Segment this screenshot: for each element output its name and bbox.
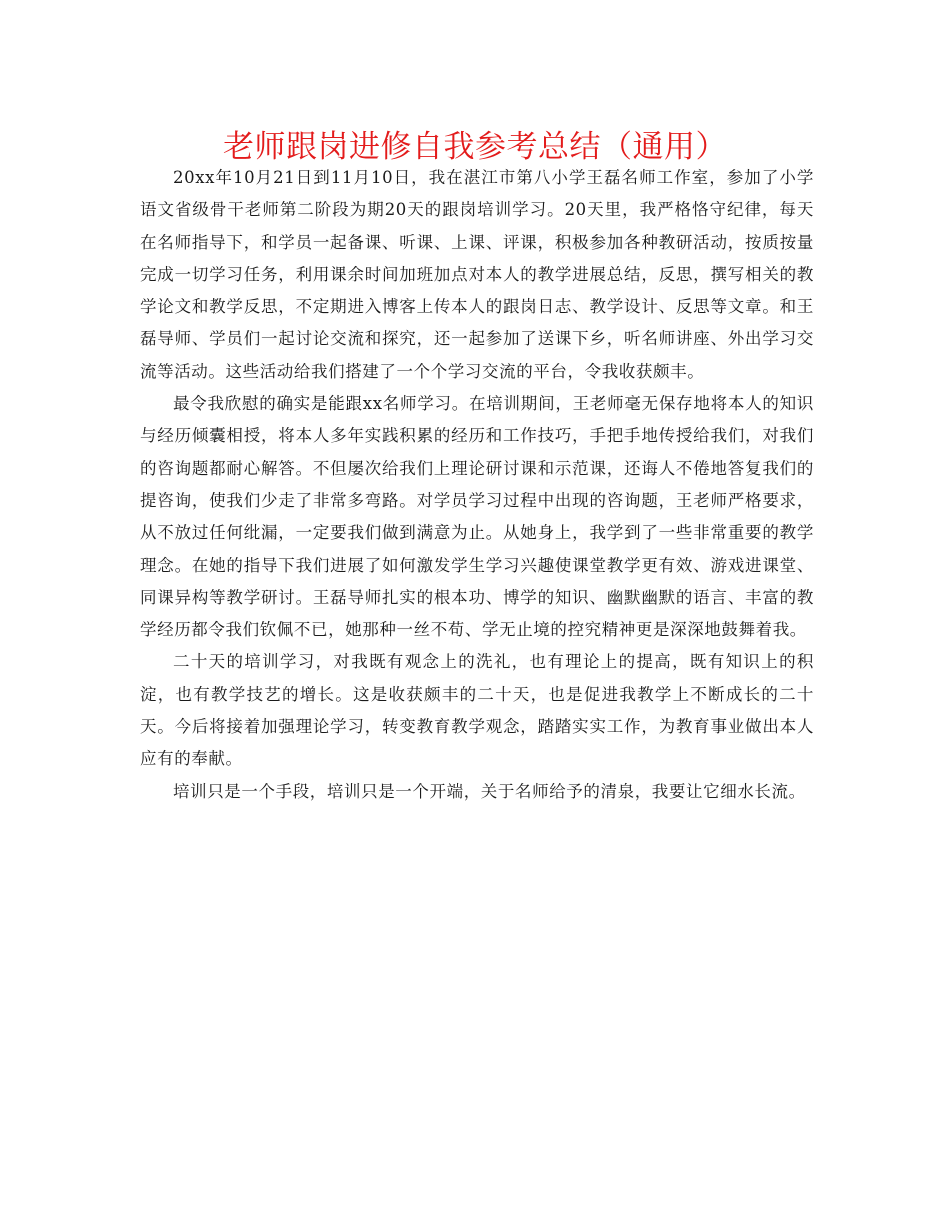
document-body (140, 162, 814, 808)
paragraph-2: 最令我欣慰的确实是能跟xx名师学习。在培训期间，王老师毫无保存地将本人的知识与经历倾囊相授，将本人多年实践积累的经历和工作技巧，手把手地传授给我们，对我们的咨询题都耐心解答。不但屡次给我们上理论研讨课和示范课，还诲人不倦地答复我们的提咨询，使我们少走了非常多弯路。对学员学习过程中出现的咨询题，王老师严格要求，从不放过任何纰漏，一定要我们做到满意为止。从她身上，我学到了一些非常重要的教学理念。在她的指导下我们进展了如何激发学生学习兴趣使课堂教学更有效、游戏进课堂、同课异构等教学研讨。王磊导师扎实的根本功、博学的知识、幽默幽默的语言、丰富的教学经历都令我们钦佩不已，她那种一丝不苟、学无止境的控究精神更是深深地鼓舞着我。 (140, 394, 814, 640)
paragraph-1: 20xx年10月21日到11月10日，我在湛江市第八小学王磊名师工作室，参加了小学语文省级骨干老师第二阶段为期20天的跟岗培训学习。20天里，我严格恪守纪律，每天在名师指导下，和学员一起备课、听课、上课、评课，积极参加各种教研活动，按质按量完成一切学习任务，利用课余时间加班加点对本人的教学进展总结，反思，撰写相关的教学论文和教学反思，不定期进入博客上传本人的跟岗日志、教学设计、反思等文章。和王磊导师、学员们一起讨论交流和探究，还一起参加了送课下乡，听名师讲座、外出学习交流等活动。这些活动给我们搭建了一个个学习交流的平台，令我收获颇丰。 (140, 168, 814, 381)
document-title: 老师跟岗进修自我参考总结（通用） (223, 129, 727, 165)
paragraph-4: 培训只是一个手段，培训只是一个开端，关于名师给予的清泉，我要让它细水长流。 (173, 781, 806, 801)
paragraph-3: 二十天的培训学习，对我既有观念上的洗礼，也有理论上的提高，既有知识上的积淀，也有教学技艺的增长。这是收获颇丰的二十天，也是促进我教学上不断成长的二十天。今后将接着加强理论学习，转变教育教学观念，踏踏实实工作，为教育事业做出本人应有的奉献。 (140, 652, 814, 769)
